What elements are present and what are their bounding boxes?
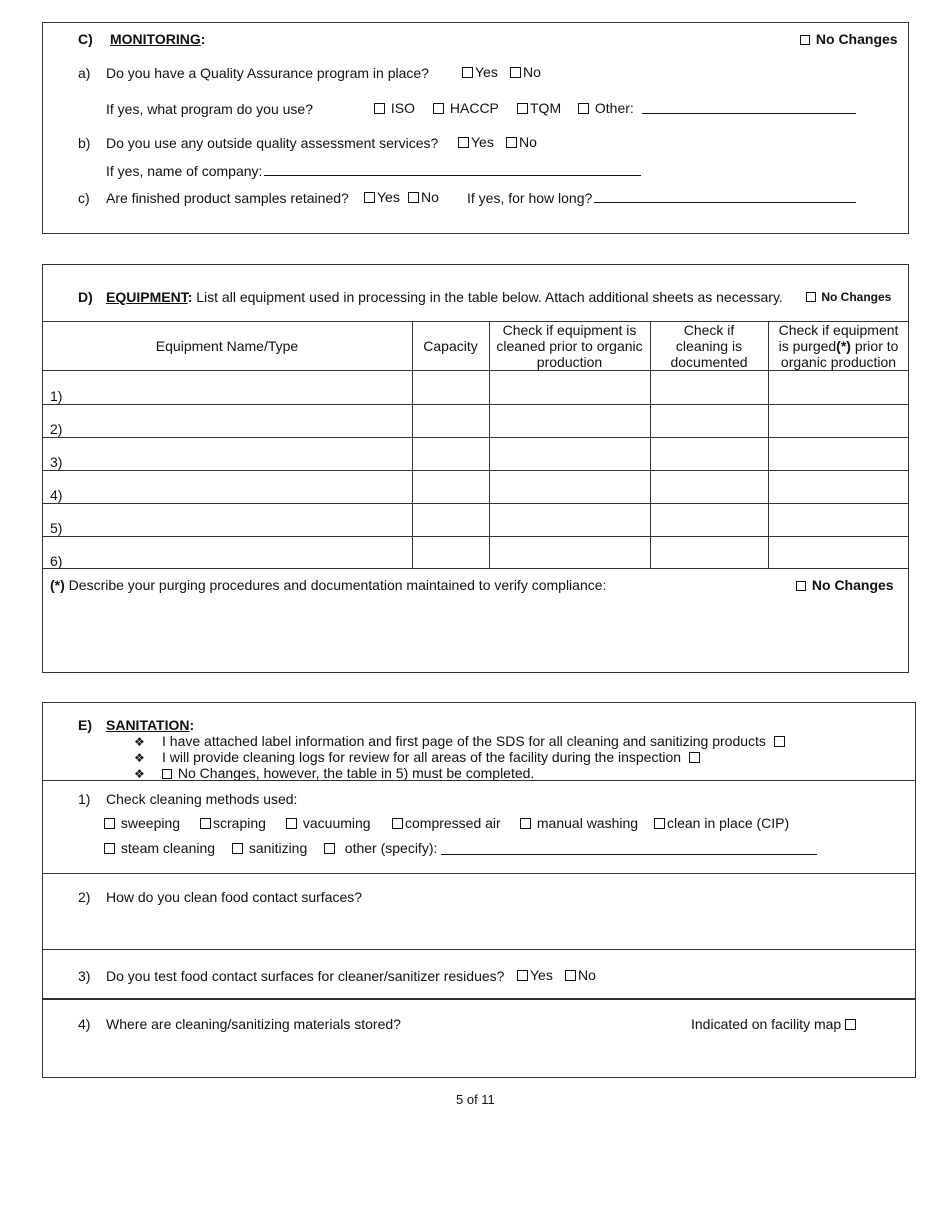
- steam-cleaning-label: steam cleaning: [120, 840, 216, 856]
- purge-prompt: Describe your purging procedures and documentation maintained to verify compliance:: [68, 577, 607, 593]
- diamond-bullet-icon: ❖: [134, 751, 145, 765]
- other-checkbox[interactable]: [578, 103, 589, 114]
- table-row-number: 5): [50, 520, 63, 536]
- qa-yes-checkbox[interactable]: [462, 67, 473, 78]
- method-steam-cleaning[interactable]: [104, 840, 215, 856]
- qa-yes-label: Yes: [475, 64, 498, 80]
- outside-no-option[interactable]: [506, 134, 537, 150]
- purge-no-changes[interactable]: [796, 577, 894, 593]
- compressed-air-label: compressed air: [405, 815, 501, 831]
- table-row-divider: [42, 470, 909, 471]
- no-changes-label: No Changes: [815, 31, 898, 47]
- samples-no-label: No: [421, 189, 439, 205]
- table-bottom-border: [42, 568, 909, 569]
- other-method-checkbox[interactable]: [324, 843, 335, 854]
- outside-no-label: No: [519, 134, 537, 150]
- method-manual-washing[interactable]: [520, 815, 638, 831]
- program-tqm-option[interactable]: [517, 100, 561, 116]
- residues-yes-checkbox[interactable]: [517, 970, 528, 981]
- monitoring-colon: :: [200, 31, 206, 47]
- no-changes-checkbox[interactable]: [800, 35, 810, 45]
- sweeping-checkbox[interactable]: [104, 818, 115, 829]
- other-method-field[interactable]: [441, 842, 817, 855]
- logs-bullet: [134, 749, 145, 765]
- equipment-title: EQUIPMENT: [106, 289, 188, 305]
- table-row-number: 2): [50, 421, 63, 437]
- header-cleaning-documented: Check if cleaning is documented: [670, 322, 748, 370]
- sanitizing-label: sanitizing: [248, 840, 308, 856]
- haccp-checkbox[interactable]: [433, 103, 444, 114]
- sanitation-divider: [42, 998, 916, 1000]
- table-row-number: 4): [50, 487, 63, 503]
- program-haccp-option[interactable]: [433, 100, 499, 116]
- table-column-divider: [650, 321, 651, 568]
- surfaces-answer-area[interactable]: [106, 908, 906, 944]
- vacuuming-checkbox[interactable]: [286, 818, 297, 829]
- header-equipment-name: Equipment Name/Type: [155, 338, 299, 354]
- samples-yes-option[interactable]: [364, 189, 400, 205]
- method-scraping[interactable]: [200, 815, 266, 831]
- company-name-field[interactable]: [264, 163, 641, 176]
- table-row-number: 3): [50, 454, 63, 470]
- method-sanitizing[interactable]: [232, 840, 307, 856]
- sds-text: I have attached label information and first page of the SDS for all cleaning and sanitizing products: [162, 733, 766, 749]
- residues-no-label: No: [578, 967, 596, 983]
- surfaces-label: 2): [78, 889, 91, 905]
- table-header-divider: [42, 370, 909, 371]
- sanitation-divider: [42, 949, 916, 950]
- storage-label: 4): [78, 1016, 91, 1032]
- table-column-divider: [412, 321, 413, 568]
- header-purged-prior: Check if equipment is purged(*) prior to organic production: [778, 322, 899, 370]
- tqm-checkbox[interactable]: [517, 103, 528, 114]
- table-row-divider: [42, 503, 909, 504]
- qa-question: Do you have a Quality Assurance program in place?: [106, 65, 429, 81]
- table-row-number: 6): [50, 553, 63, 569]
- sanitation-no-changes[interactable]: [162, 765, 534, 781]
- compressed-air-checkbox[interactable]: [392, 818, 403, 829]
- table-column-divider: [489, 321, 490, 568]
- retention-label: If yes, for how long?: [467, 190, 593, 206]
- methods-question: Check cleaning methods used:: [106, 791, 298, 807]
- table-row-divider: [42, 437, 909, 438]
- sds-statement[interactable]: [162, 733, 787, 749]
- facility-map-checkbox[interactable]: [845, 1019, 856, 1030]
- other-label: Other:: [594, 100, 634, 116]
- facility-map-option[interactable]: [691, 1016, 858, 1032]
- samples-question: Are finished product samples retained?: [106, 190, 349, 206]
- method-other[interactable]: [324, 840, 437, 856]
- no-changes-bullet: [134, 765, 145, 781]
- sanitation-divider: [42, 873, 916, 874]
- program-iso-option[interactable]: [374, 100, 415, 116]
- qa-yes-option[interactable]: [462, 64, 498, 80]
- residues-label: 3): [78, 968, 91, 984]
- scraping-label: scraping: [213, 815, 266, 831]
- samples-no-option[interactable]: [408, 189, 439, 205]
- sanitation-divider: [42, 780, 916, 781]
- sanitation-letter: E): [78, 717, 92, 733]
- purge-description-area[interactable]: [50, 598, 900, 668]
- outside-label: b): [78, 135, 91, 151]
- sanitizing-checkbox[interactable]: [232, 843, 243, 854]
- logs-statement[interactable]: [162, 749, 702, 765]
- iso-checkbox[interactable]: [374, 103, 385, 114]
- table-row-divider: [42, 536, 909, 537]
- retention-field[interactable]: [594, 190, 856, 203]
- sanitation-no-changes-text: No Changes, however, the table in 5) must be completed.: [177, 765, 535, 781]
- page-number: 5 of 11: [456, 1092, 495, 1107]
- samples-yes-checkbox[interactable]: [364, 192, 375, 203]
- logs-text: I will provide cleaning logs for review for all areas of the facility during the inspection: [162, 749, 682, 765]
- monitoring-no-changes[interactable]: [800, 31, 898, 47]
- manual-washing-label: manual washing: [536, 815, 639, 831]
- no-changes-checkbox[interactable]: [796, 581, 806, 591]
- method-sweeping[interactable]: [104, 815, 180, 831]
- vacuuming-label: vacuuming: [302, 815, 371, 831]
- diamond-bullet-icon: ❖: [134, 735, 145, 749]
- no-changes-label: No Changes: [811, 577, 894, 593]
- qa-no-checkbox[interactable]: [510, 67, 521, 78]
- outside-question: Do you use any outside quality assessment services?: [106, 135, 439, 151]
- residues-question: Do you test food contact surfaces for cleaner/sanitizer residues?: [106, 968, 505, 984]
- table-row-divider: [42, 404, 909, 405]
- equipment-instructions: List all equipment used in processing in the table below. Attach additional sheets as necessary.: [196, 289, 783, 305]
- company-name-label: If yes, name of company:: [106, 163, 263, 179]
- no-changes-checkbox[interactable]: [162, 769, 172, 779]
- sds-checkbox[interactable]: [774, 736, 785, 747]
- surfaces-question: How do you clean food contact surfaces?: [106, 889, 363, 905]
- sanitation-title-wrap: [106, 717, 194, 733]
- facility-map-label: Indicated on facility map: [691, 1016, 842, 1032]
- storage-question: Where are cleaning/sanitizing materials stored?: [106, 1016, 401, 1032]
- iso-label: ISO: [390, 100, 416, 116]
- qa-program-question: If yes, what program do you use?: [106, 101, 313, 117]
- qa-no-option[interactable]: [510, 64, 541, 80]
- purge-prompt-line: [50, 577, 606, 593]
- diamond-bullet-icon: ❖: [134, 767, 145, 781]
- sweeping-label: sweeping: [120, 815, 181, 831]
- samples-label: c): [78, 190, 90, 206]
- program-other-option[interactable]: [578, 100, 634, 116]
- scraping-checkbox[interactable]: [200, 818, 211, 829]
- table-column-divider: [768, 321, 769, 568]
- outside-no-checkbox[interactable]: [506, 137, 517, 148]
- steam-cleaning-checkbox[interactable]: [104, 843, 115, 854]
- monitoring-title: MONITORING: [110, 31, 201, 47]
- sanitation-colon: :: [189, 717, 195, 733]
- other-method-label: other (specify):: [344, 840, 438, 856]
- monitoring-title-wrap: [110, 31, 205, 47]
- method-cip[interactable]: [654, 815, 789, 831]
- header-cleaned-prior: Check if equipment is cleaned prior to organic production: [496, 322, 643, 370]
- methods-label: 1): [78, 791, 91, 807]
- header-capacity: Capacity: [423, 338, 478, 354]
- method-compressed-air[interactable]: [392, 815, 501, 831]
- residues-no-checkbox[interactable]: [565, 970, 576, 981]
- cip-label: clean in place (CIP): [667, 815, 790, 831]
- equipment-letter: D): [78, 289, 93, 305]
- storage-answer-area[interactable]: [106, 1036, 906, 1072]
- residues-yes-label: Yes: [530, 967, 553, 983]
- other-program-field[interactable]: [642, 101, 856, 114]
- haccp-label: HACCP: [449, 100, 499, 116]
- qa-label: a): [78, 65, 91, 81]
- equipment-heading: [106, 289, 783, 305]
- sanitation-title: SANITATION: [106, 717, 190, 733]
- logs-checkbox[interactable]: [689, 752, 700, 763]
- no-changes-label: No Changes: [821, 290, 892, 304]
- method-vacuuming[interactable]: [286, 815, 371, 831]
- outside-yes-checkbox[interactable]: [458, 137, 469, 148]
- qa-no-label: No: [523, 64, 541, 80]
- equipment-colon: :: [187, 289, 193, 305]
- outside-yes-label: Yes: [471, 134, 494, 150]
- purge-marker: (*): [50, 577, 65, 593]
- samples-no-checkbox[interactable]: [408, 192, 419, 203]
- no-changes-checkbox[interactable]: [806, 292, 816, 302]
- tqm-label: TQM: [530, 100, 562, 116]
- residues-no-option[interactable]: [565, 967, 596, 983]
- residues-yes-option[interactable]: [517, 967, 553, 983]
- cip-checkbox[interactable]: [654, 818, 665, 829]
- table-row-number: 1): [50, 388, 63, 404]
- sds-bullet: [134, 733, 145, 749]
- samples-yes-label: Yes: [377, 189, 400, 205]
- outside-yes-option[interactable]: [458, 134, 494, 150]
- monitoring-letter: C): [78, 31, 93, 47]
- equipment-no-changes[interactable]: [806, 290, 891, 304]
- manual-washing-checkbox[interactable]: [520, 818, 531, 829]
